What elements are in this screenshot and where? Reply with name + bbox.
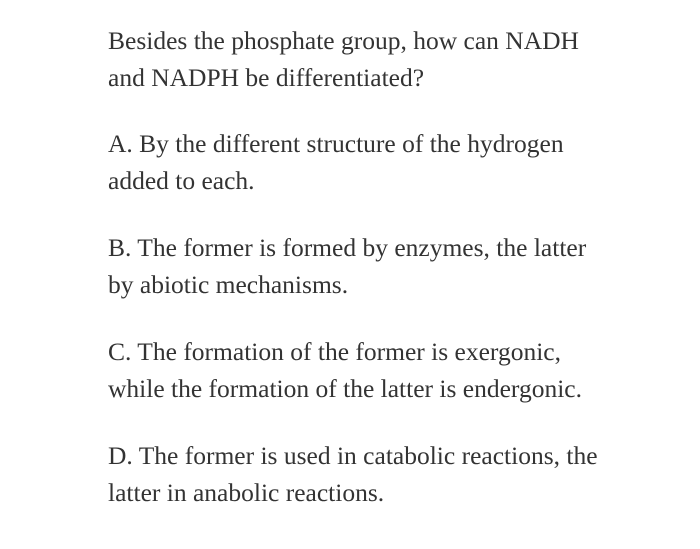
option-a <box>108 125 688 199</box>
question-line: and NADPH be differentiated? <box>108 63 425 92</box>
option-line: B. The former is formed by enzymes, the latter <box>108 233 587 262</box>
question-line: Besides the phosphate group, how can NADH <box>108 26 579 55</box>
option-line: by abiotic mechanisms. <box>108 270 349 299</box>
option-line: A. By the different structure of the hydrogen <box>108 129 564 158</box>
option-line: D. The former is used in catabolic reactions, the <box>108 441 598 470</box>
option-line: while the formation of the latter is endergonic. <box>108 374 582 403</box>
option-c <box>108 333 688 407</box>
option-b <box>108 229 688 303</box>
option-line: latter in anabolic reactions. <box>108 478 385 507</box>
option-d <box>108 437 688 511</box>
option-line: added to each. <box>108 166 255 195</box>
question-text <box>108 22 688 96</box>
option-line: C. The formation of the former is exergonic, <box>108 337 561 366</box>
question-card <box>108 22 688 511</box>
